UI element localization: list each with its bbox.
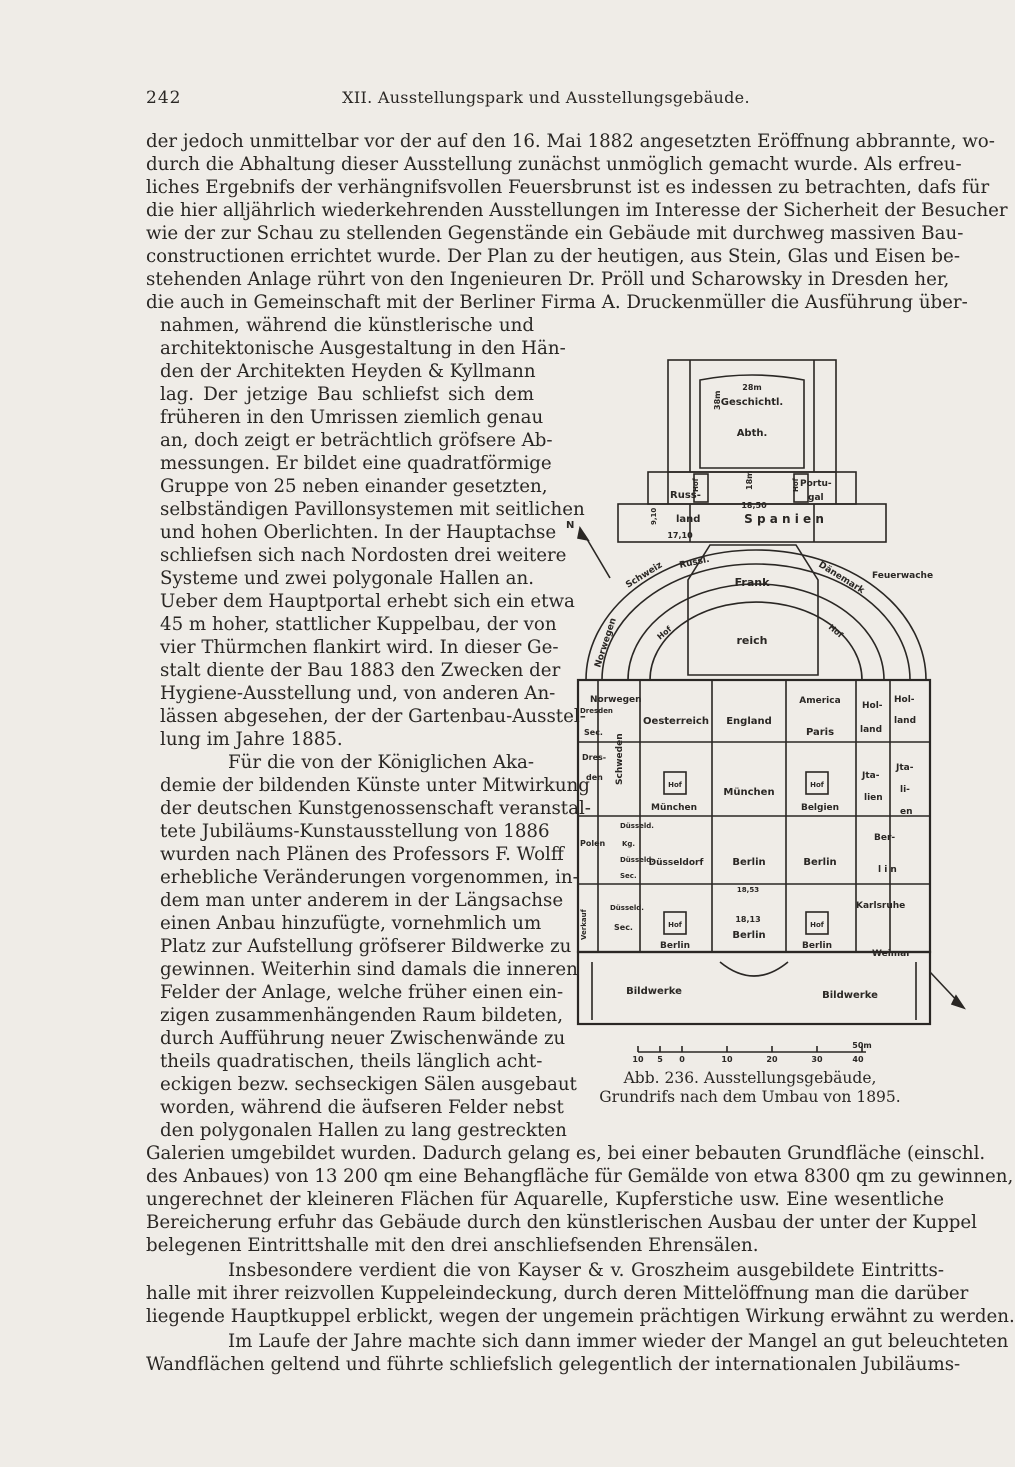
text-line: lung im Jahre 1885. <box>160 729 343 750</box>
text-line: messungen. Er bildet eine quadratförmige <box>160 453 552 474</box>
scale-label: 10 <box>721 1055 733 1064</box>
scale-label: 30 <box>811 1055 823 1064</box>
scale-label: 5 <box>657 1055 663 1064</box>
text-line: demie der bildenden Künste unter Mitwirkung <box>160 775 590 796</box>
label-jta: Jta- <box>862 771 880 781</box>
text-line: Ueber dem Hauptportal erhebt sich ein etwa <box>160 591 575 612</box>
label-polen: Polen <box>580 839 606 848</box>
text-line: belegenen Eintrittshalle mit den drei anschliefsenden Ehrensälen. <box>146 1235 759 1256</box>
label-geschichtl: Geschichtl. <box>720 397 784 408</box>
text-line: einen Anbau hinzufügte, vornehmlich um <box>160 913 542 934</box>
label-weimar: Weimar <box>872 949 911 959</box>
text-line: 45 m hoher, stattlicher Kuppelbau, der von <box>160 614 557 635</box>
text-line: an, doch zeigt er beträchtlich gröfsere Ab- <box>160 430 553 451</box>
scale-label: 20 <box>766 1055 778 1064</box>
text-line: Systeme und zwei polygonale Hallen an. <box>160 568 534 589</box>
text-line: früheren in den Umrissen ziemlich genau <box>160 407 544 428</box>
label-hof: Hof <box>668 921 682 929</box>
label-oesterreich: Oesterreich <box>643 716 709 727</box>
label-berlin: Berlin <box>803 857 837 868</box>
scale-label: 10 <box>632 1055 644 1064</box>
label-holland-land: land <box>860 725 883 735</box>
label-sec: Sec. <box>620 872 637 880</box>
scale-label: 40 <box>852 1055 864 1064</box>
label-paris: Paris <box>805 727 835 738</box>
text-line: den polygonalen Hallen zu lang gestreckten <box>160 1120 567 1141</box>
text-line: liegende Hauptkuppel erblickt, wegen der ungemein prächtigen Wirkung erwähnt zu werden. <box>146 1306 1015 1327</box>
dim-1850: 18,50 <box>741 501 767 510</box>
text-line: der jedoch unmittelbar vor der auf den 16. Mai 1882 angesetzten Eröffnung abbrannte, wo- <box>146 131 995 152</box>
label-ber: Ber- <box>874 833 896 843</box>
label-hol-2: Hol- <box>894 695 915 705</box>
text-line: zigen zusammenhängenden Raum bildeten, <box>160 1005 563 1026</box>
label-hof: Hof <box>810 781 824 789</box>
page-header <box>146 88 946 114</box>
dim-28: 28m <box>742 383 762 392</box>
text-line: Gruppe von 25 neben einander gesetzten, <box>160 476 548 497</box>
label-sec: Sec. <box>614 923 633 932</box>
label-russ: Russ- <box>670 490 701 501</box>
scale-label: 50m <box>852 1041 872 1050</box>
label-kg: Kg. <box>622 840 636 848</box>
text-line: der deutschen Kunstgenossenschaft veranstal- <box>160 798 591 819</box>
label-lien: lien <box>864 793 883 803</box>
label-portu: Portu- <box>800 479 832 489</box>
label-duesseld: Düsseld. <box>620 822 654 830</box>
label-berlin: Berlin <box>732 930 766 941</box>
label-frank: Frank <box>734 576 770 589</box>
label-dresden: Dresden <box>580 707 613 715</box>
text-line: schliefsen sich nach Nordosten drei weitere <box>160 545 567 566</box>
text-line: Bereicherung erfuhr das Gebäude durch den künstlerischen Ausbau der unter der Kuppel <box>146 1212 977 1233</box>
dim-910: 9,10 <box>650 507 658 525</box>
text-line: Wandflächen geltend und führte schliefslich gelegentlich der internationalen Jubiläums- <box>146 1354 961 1375</box>
label-land: land <box>676 514 701 525</box>
text-line: durch Aufführung neuer Zwischenwände zu <box>160 1028 566 1049</box>
scale-label: 0 <box>679 1055 685 1064</box>
text-line: Felder der Anlage, welche früher einen ein- <box>160 982 564 1003</box>
label-feuerwache: Feuerwache <box>872 571 934 581</box>
text-line: wurden nach Plänen des Professors F. Wolff <box>160 844 564 865</box>
text-line: eckigen bezw. sechseckigen Sälen ausgebaut <box>160 1074 577 1095</box>
label-hof: Hof <box>668 781 682 789</box>
label-duesseld: Düsseld. <box>620 856 654 864</box>
label-norwegen: Norwegen <box>590 695 642 705</box>
label-daenemark: Dänemark <box>816 560 866 597</box>
text-line: Insbesondere verdient die von Kayser & v. Groszheim ausgebildete Eintritts- <box>228 1260 944 1281</box>
label-jta-2: Jta- <box>896 763 914 773</box>
label-berlin: Berlin <box>732 857 766 868</box>
text-line: und hohen Oberlichten. In der Hauptachse <box>160 522 557 543</box>
label-north: N <box>566 520 575 531</box>
label-duesseld: Düsseld. <box>610 904 644 912</box>
text-line: stalt diente der Bau 1883 den Zwecken der <box>160 660 561 681</box>
label-bildwerke: Bildwerke <box>822 990 878 1001</box>
figure-caption-line-1: Abb. 236. Ausstellungsgebäude, <box>623 1069 877 1087</box>
label-karlsruhe: Karlsruhe <box>856 901 906 911</box>
text-line: theils quadratischen, theils länglich acht- <box>160 1051 543 1072</box>
label-muenchen: München <box>650 803 698 813</box>
label-belgien: Belgien <box>800 803 840 813</box>
label-hof: Hof <box>810 921 824 929</box>
text-line: lag. Der jetzige Bau schliefst sich dem <box>160 384 534 405</box>
label-hof: Hof <box>826 622 845 640</box>
text-line: dem man unter anderem in der Längsachse <box>160 890 564 911</box>
text-line: constructionen errichtet wurde. Der Plan zu der heutigen, aus Stein, Glas und Eisen be- <box>146 246 960 267</box>
label-hof: Hof <box>792 478 800 492</box>
dim-1710: 17,10 <box>667 531 693 540</box>
text-line: wie der zur Schau zu stellenden Gegenstände ein Gebäude mit durchweg massiven Bau- <box>146 223 964 244</box>
label-norwegen-arc: Norwegen <box>593 616 619 669</box>
label-reich: reich <box>736 634 768 647</box>
text-line: lässen abgesehen, der der Gartenbau-Ausstel- <box>160 706 586 727</box>
running-title: XII. Ausstellungspark und Ausstellungsgebäude. <box>342 88 750 107</box>
label-dres: Dres- <box>582 753 607 762</box>
text-line: Hygiene-Ausstellung und, von anderen An- <box>160 683 556 704</box>
floor-plan-figure <box>566 350 960 1070</box>
label-hof: Hof <box>692 478 700 492</box>
label-verkauf: Verkauf <box>580 909 588 940</box>
text-line: stehenden Anlage rührt von den Ingenieuren Dr. Pröll und Scharowsky in Dresden her, <box>146 269 950 290</box>
text-line: vier Thürmchen flankirt wird. In dieser Ge- <box>160 637 559 658</box>
label-sec: Sec. <box>584 728 603 737</box>
text-line: worden, während die äufseren Felder nebst <box>160 1097 564 1118</box>
label-gal: gal <box>808 493 824 503</box>
label-en: en <box>900 807 913 817</box>
text-line: erhebliche Veränderungen vorgenommen, in- <box>160 867 579 888</box>
text-line: nahmen, während die künstlerische und <box>160 315 534 336</box>
label-li: li- <box>900 785 910 795</box>
dim-1813: 18,13 <box>735 915 761 924</box>
text-line: die auch in Gemeinschaft mit der Berliner Firma A. Druckenmüller die Ausführung über- <box>146 292 968 313</box>
text-line: die hier alljährlich wiederkehrenden Ausstellungen im Interesse der Sicherheit der Besucher <box>146 200 1008 221</box>
dim-1853: 18,53 <box>736 886 760 894</box>
label-land-2: land <box>894 716 917 726</box>
text-line: durch die Abhaltung dieser Ausstellung zunächst unmöglich gemacht wurde. Als erfreu- <box>146 154 962 175</box>
dim-38: 38m <box>713 390 722 410</box>
label-berlin: Berlin <box>660 941 690 951</box>
label-spanien: S p a n i e n <box>744 512 824 526</box>
text-line: Platz zur Aufstellung gröfserer Bildwerke zu <box>160 936 572 957</box>
text-line: Galerien umgebildet wurden. Dadurch gelang es, bei einer bebauten Grundfläche (einschl. <box>146 1143 986 1164</box>
label-england: England <box>726 716 772 727</box>
text-line: Im Laufe der Jahre machte sich dann immer wieder der Mangel an gut beleuchteten <box>228 1331 1009 1352</box>
label-muenchen: München <box>723 787 775 798</box>
text-line: halle mit ihrer reizvollen Kuppeleindeckung, durch deren Mittelöffnung man die darüber <box>146 1283 969 1304</box>
page-number: 242 <box>146 88 182 108</box>
label-berlin: Berlin <box>802 941 832 951</box>
label-america: America <box>799 696 841 706</box>
label-russl: Russl. <box>678 554 711 571</box>
label-duesseldorf: Düsseldorf <box>648 858 704 868</box>
text-line: selbständigen Pavillonsystemen mit seitlichen <box>160 499 585 520</box>
text-line: tete Jubiläums-Kunstausstellung von 1886 <box>160 821 550 842</box>
text-line: gewinnen. Weiterhin sind damals die inneren <box>160 959 578 980</box>
text-line: den der Architekten Heyden & Kyllmann <box>160 361 536 382</box>
text-line: Für die von der Königlichen Aka- <box>228 752 534 773</box>
label-den: den <box>586 773 603 782</box>
label-lin: l i n <box>878 865 897 875</box>
label-hof: Hof <box>655 624 674 642</box>
label-schweiz: Schweiz <box>624 560 665 591</box>
label-bildwerke: Bildwerke <box>626 986 682 997</box>
text-line: architektonische Ausgestaltung in den Hän- <box>160 338 566 359</box>
text-line: ungerechnet der kleineren Flächen für Aquarelle, Kupferstiche usw. Eine wesentliche <box>146 1189 944 1210</box>
figure-caption-line-2: Grundrifs nach dem Umbau von 1895. <box>599 1088 901 1106</box>
text-line: liches Ergebnifs der verhängnifsvollen Feuersbrunst ist es indessen zu betrachten, dafs für <box>146 177 990 198</box>
label-schweden: Schweden <box>615 733 625 785</box>
text-line: des Anbaues) von 13 200 qm eine Behangfläche für Gemälde von etwa 8300 qm zu gewinnen, <box>146 1166 1014 1187</box>
label-hol: Hol- <box>862 701 883 711</box>
dim-18: 18m <box>745 470 754 490</box>
label-abth: Abth. <box>736 428 768 439</box>
